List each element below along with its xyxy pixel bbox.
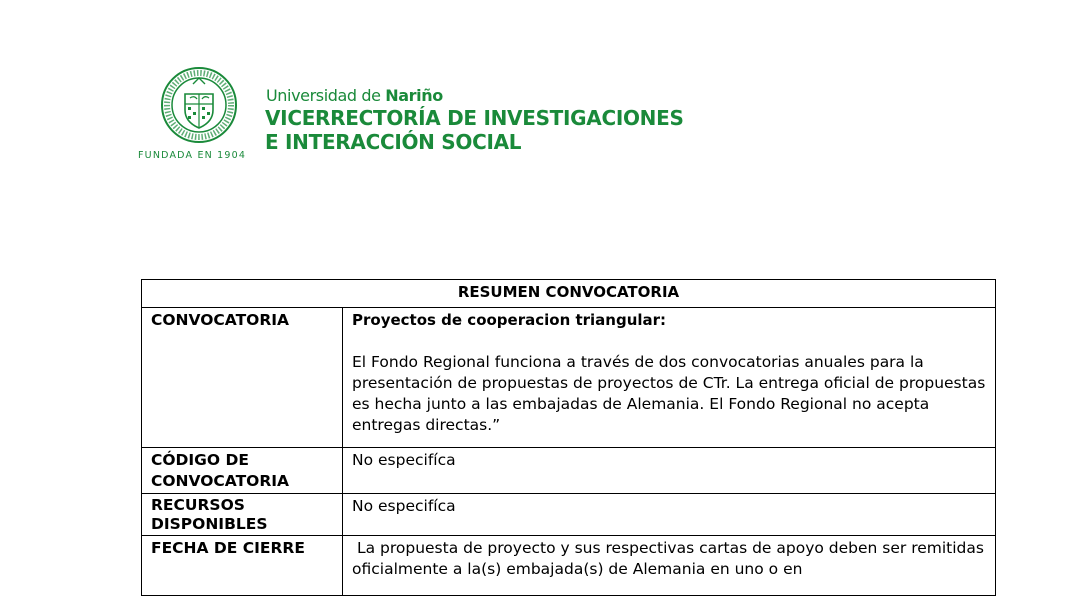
row-label-convocatoria: CONVOCATORIA (142, 308, 343, 448)
label-line: DISPONIBLES (151, 515, 268, 533)
table-row (142, 448, 996, 494)
row-label-recursos (142, 494, 343, 536)
row-value-recursos: No especifíca (343, 494, 996, 536)
row-label-fecha-cierre: FECHA DE CIERRE (142, 536, 343, 596)
university-prefix: Universidad de (266, 86, 381, 105)
label-line: RECURSOS (151, 496, 245, 514)
vice-rectory-title-line2: E INTERACCIÓN SOCIAL (265, 130, 522, 154)
university-seal-icon (160, 66, 238, 144)
row-value-convocatoria (343, 308, 996, 448)
table-title-row (142, 280, 996, 308)
table-title: RESUMEN CONVOCATORIA (142, 280, 996, 308)
letterhead (138, 64, 684, 164)
convocatoria-title: Proyectos de cooperacion triangular: (352, 311, 667, 329)
university-name-bold: Nariño (385, 86, 443, 105)
table-row (142, 494, 996, 536)
table-row (142, 536, 996, 596)
university-name (266, 86, 443, 105)
label-line: CONVOCATORIA (151, 472, 290, 490)
table-row (142, 308, 996, 448)
convocatoria-description: El Fondo Regional funciona a través de dos convocatorias anuales para la presentación de propuestas de proyectos de CTr. La entrega oficial de propuestas es hecha junto a las embajadas de Alemania. El Fondo Regional no acepta entregas directas.” (352, 353, 986, 434)
summary-table (141, 279, 996, 596)
label-line: CÓDIGO DE (151, 451, 249, 469)
founded-year-text: FUNDADA EN 1904 (138, 150, 247, 161)
row-label-codigo (142, 448, 343, 494)
row-value-codigo: No especifíca (343, 448, 996, 494)
row-value-fecha-cierre: La propuesta de proyecto y sus respectivas cartas de apoyo deben ser remitidas oficialmente a la(s) embajada(s) de Alemania en uno o en (343, 536, 996, 596)
vice-rectory-title-line1: VICERRECTORÍA DE INVESTIGACIONES (265, 106, 684, 130)
